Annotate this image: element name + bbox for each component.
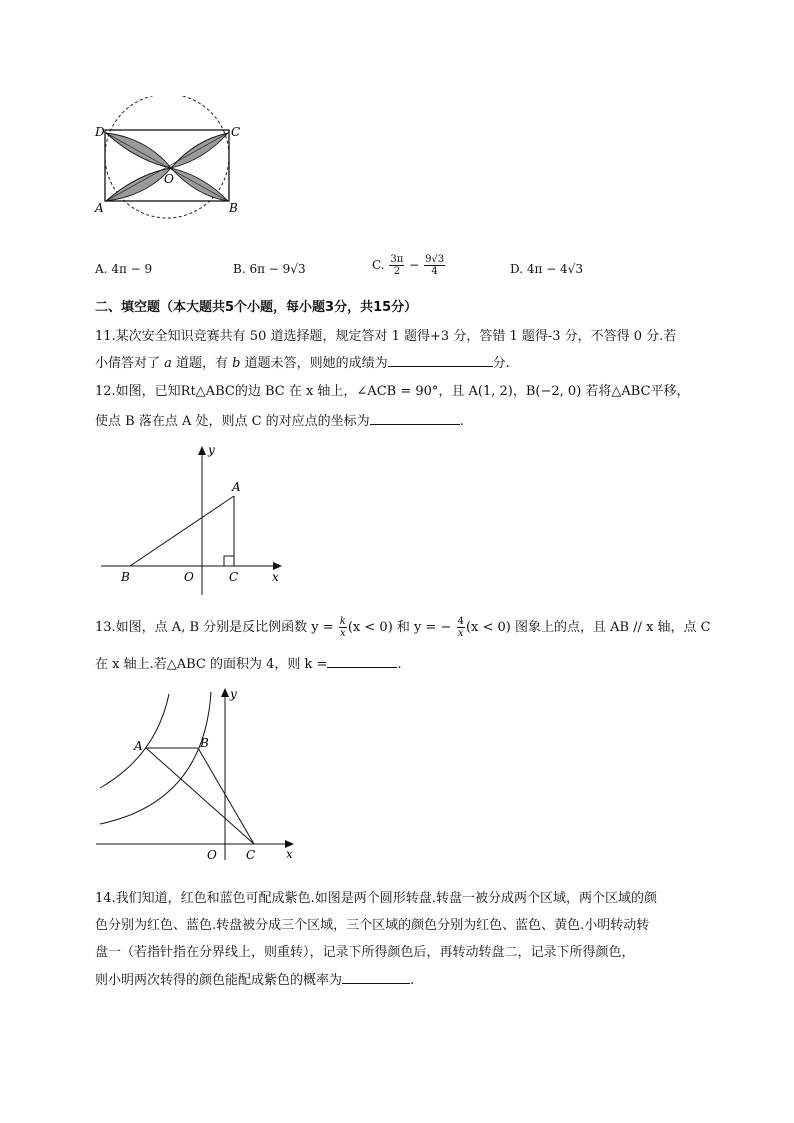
q12-answer-blank[interactable] bbox=[370, 412, 460, 425]
option-c bbox=[372, 254, 446, 277]
option-c-frac1-den: 2 bbox=[393, 266, 401, 277]
q11-answer-blank[interactable] bbox=[388, 354, 493, 367]
q13-line1 bbox=[95, 616, 711, 639]
q12-line2-text: 使点 B 落在点 A 处，则点 C 的对应点的坐标为 bbox=[95, 414, 370, 429]
section-heading: 二、填空题（本大题共5个小题，每小题3分，共15分） bbox=[95, 300, 418, 315]
option-a-prefix: A. bbox=[95, 262, 108, 276]
fig12-label-o: O bbox=[184, 570, 194, 584]
fig13-label-b: B bbox=[200, 736, 209, 750]
fig12-label-x: x bbox=[272, 570, 279, 584]
right-angle-mark bbox=[224, 556, 234, 566]
label-d: D bbox=[95, 125, 105, 139]
q13-line1-c: (x < 0) 图象上的点，且 AB // x 轴，点 C bbox=[465, 620, 711, 635]
option-b-expr: 6π − 9√3 bbox=[249, 262, 306, 276]
q13-frac-4 bbox=[457, 616, 465, 639]
q11-line2-a: 小倩答对了 bbox=[95, 356, 165, 371]
q14-line3: 盘一（若指针指在分界线上，则重转），记录下所得颜色后，再转动转盘二，记录下所得颜色， bbox=[95, 945, 635, 960]
fig12-label-a: A bbox=[232, 480, 241, 494]
q11-line1: 11.某次安全知识竞赛共有 50 道选择题，规定答对 1 题得+3 分，答错 1 题得-3 分，不答得 0 分.若 bbox=[95, 329, 677, 344]
q13-frac-k-den: x bbox=[340, 628, 346, 639]
segment-bc bbox=[198, 748, 254, 844]
segment-ac bbox=[146, 748, 254, 844]
q12-line1: 12.如图，已知Rt△ABC的边 BC 在 x 轴上，∠ACB = 90°，且 A(1, 2)，B(−2, 0) 若将△ABC平移， bbox=[95, 384, 690, 399]
fig13-label-a: A bbox=[134, 739, 143, 753]
fig13-label-x: x bbox=[286, 847, 293, 861]
option-b bbox=[233, 262, 306, 276]
y-axis-arrow bbox=[221, 688, 229, 697]
option-c-prefix: C. bbox=[372, 258, 385, 272]
shaded-lens-left-lower bbox=[106, 168, 171, 201]
q11-line2 bbox=[95, 354, 510, 373]
side-ba bbox=[130, 496, 234, 566]
option-c-frac2-num: 9√3 bbox=[425, 254, 445, 265]
q13-line2-end: . bbox=[397, 657, 402, 672]
option-d-expr: 4π − 4√3 bbox=[526, 262, 583, 276]
q14-answer-blank[interactable] bbox=[342, 971, 410, 984]
q13-frac-4-num: 4 bbox=[457, 616, 464, 627]
fig12-label-b: B bbox=[121, 570, 130, 584]
q14-line1: 14.我们知道，红色和蓝色可配成紫色.如图是两个圆形转盘.转盘一被分成两个区域，两个区域的颜 bbox=[95, 891, 657, 906]
curve-minus4 bbox=[100, 692, 211, 824]
option-a-expr: 4π − 9 bbox=[111, 262, 153, 276]
label-c: C bbox=[231, 125, 241, 139]
q14-line4 bbox=[95, 971, 414, 990]
option-c-frac1 bbox=[389, 254, 404, 277]
label-o: O bbox=[164, 172, 174, 186]
fig12-label-c: C bbox=[229, 570, 239, 584]
fig13-label-c: C bbox=[246, 848, 256, 862]
figure-circle-rectangle bbox=[92, 96, 252, 221]
option-c-frac2 bbox=[424, 254, 445, 277]
fig12-label-y: y bbox=[208, 443, 215, 457]
dashed-circle bbox=[105, 96, 229, 218]
label-b: B bbox=[229, 201, 238, 215]
label-a: A bbox=[95, 201, 104, 215]
q11-line2-b: 道题，有 bbox=[171, 356, 233, 371]
q13-frac-4-den: x bbox=[457, 628, 464, 639]
y-axis-arrow bbox=[198, 446, 206, 455]
q13-line1-a: 13.如图，点 A, B 分别是反比例函数 y = bbox=[95, 620, 334, 635]
x-axis-arrow bbox=[273, 562, 282, 570]
fig13-label-y: y bbox=[230, 687, 237, 701]
fig13-label-o: O bbox=[207, 848, 217, 862]
figure-triangle-axes bbox=[96, 440, 296, 600]
option-a bbox=[95, 262, 152, 276]
option-b-prefix: B. bbox=[233, 262, 246, 276]
q11-line2-c: 道题未答，则她的成绩为 bbox=[240, 356, 388, 371]
option-c-frac1-num: 3π bbox=[390, 254, 404, 265]
q11-var-a: a bbox=[164, 356, 172, 371]
option-c-frac2-den: 4 bbox=[431, 266, 438, 277]
q13-line1-b: (x < 0) 和 y = − bbox=[347, 620, 452, 635]
q11-var-b: b bbox=[232, 356, 241, 371]
q14-line4-text: 则小明两次转得的颜色能配成紫色的概率为 bbox=[95, 973, 343, 988]
option-c-minus: − bbox=[409, 258, 420, 272]
q13-line2-text: 在 x 轴上.若△ABC 的面积为 4，则 k = bbox=[95, 657, 328, 672]
q13-frac-k-num: k bbox=[339, 616, 346, 627]
option-d bbox=[510, 262, 583, 276]
option-d-prefix: D. bbox=[510, 262, 524, 276]
q14-line2: 色分别为红色、蓝色.转盘被分成三个区域，三个区域的颜色分别为红色、蓝色、黄色.小明转动转 bbox=[95, 918, 650, 933]
q14-line4-end: . bbox=[410, 973, 415, 988]
q13-line2 bbox=[95, 655, 402, 674]
q13-answer-blank[interactable] bbox=[327, 655, 397, 668]
q11-line2-end: 分. bbox=[492, 356, 510, 371]
shaded-lens-right-upper bbox=[171, 133, 228, 168]
q12-line2-end: . bbox=[459, 414, 464, 429]
figure-inverse-proportion bbox=[94, 684, 304, 864]
q13-frac-k bbox=[339, 616, 347, 639]
q12-line2 bbox=[95, 412, 464, 431]
